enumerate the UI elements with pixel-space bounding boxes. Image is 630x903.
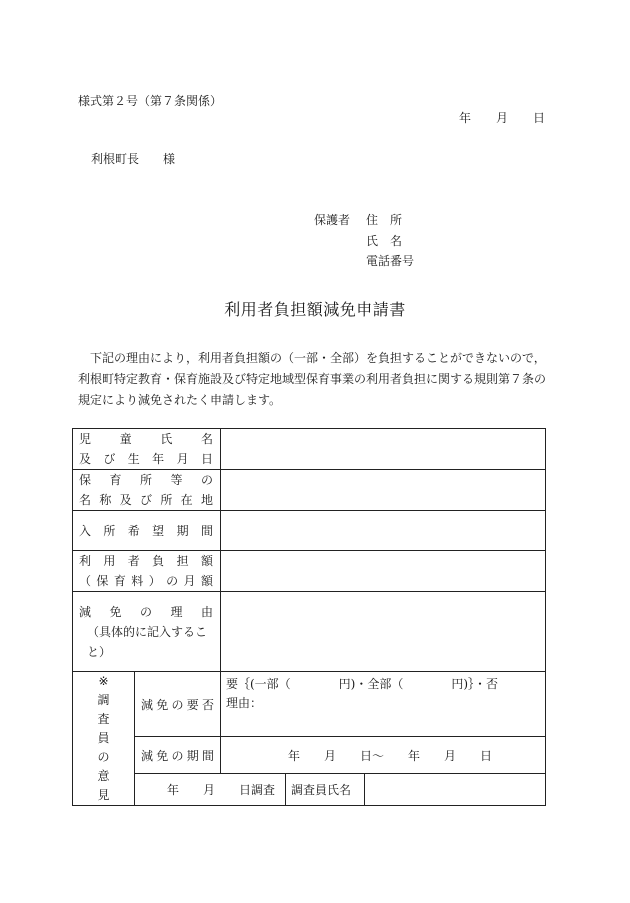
necessity-reason-label: 理由： — [226, 696, 263, 710]
surveyor-opinion-label — [73, 672, 135, 806]
label-char: 生 — [127, 452, 140, 466]
label-char: 者 — [127, 554, 140, 568]
applicant-role-label: 保護者 — [314, 213, 351, 227]
vertical-label-char: 見 — [97, 788, 110, 802]
label-char: の — [171, 748, 184, 763]
addressee: 利根町長 様 — [91, 152, 176, 166]
label-char: 地 — [200, 493, 213, 507]
necessity-label — [135, 672, 221, 737]
label-char: 児 — [79, 432, 92, 446]
table-row — [73, 470, 546, 511]
label-char: 希 — [127, 523, 140, 538]
reduction-period-label — [135, 737, 221, 773]
address-label: 住 所 — [366, 213, 403, 227]
label-char: 期 — [186, 748, 199, 763]
vertical-label-char: 意 — [97, 769, 110, 783]
label-char: 利 — [79, 554, 92, 568]
application-form-table — [72, 428, 546, 806]
label-char: 所 — [139, 473, 152, 487]
vertical-label-char: 査 — [97, 712, 110, 726]
label-char: の — [171, 697, 184, 712]
label-char: 育 — [113, 574, 126, 588]
label-char: 減 — [141, 697, 154, 712]
vertical-label-char: 調 — [97, 693, 110, 707]
label-char: 氏 — [160, 432, 173, 446]
label-char: 育 — [109, 473, 122, 487]
admission-period-field[interactable] — [221, 511, 546, 551]
label-char: 日 — [200, 452, 213, 466]
label-char: 及 — [79, 452, 92, 466]
label-char: 名 — [79, 493, 92, 507]
reduction-reason-label — [73, 592, 221, 672]
request-line-2: 利根町特定教育・保育施設及び特定地域型保育事業の利用者負担に関する規則第７条の — [78, 372, 547, 386]
surveyor-name-label: 調査員氏名 — [291, 782, 352, 797]
name-label: 氏 名 — [366, 234, 403, 248]
label-char: 要 — [186, 697, 199, 712]
document-title: 利用者負担額減免申請書 — [224, 300, 406, 319]
label-char: 額 — [200, 554, 213, 568]
facility-name-address-label — [73, 470, 221, 511]
reduction-reason-field[interactable] — [221, 592, 546, 672]
label-char: ） — [148, 574, 161, 588]
label-char: 称 — [99, 493, 112, 507]
label-char: 期 — [176, 523, 189, 538]
label-char: 負 — [152, 554, 165, 568]
label-char: 由 — [200, 604, 213, 619]
label-char: 減 — [79, 604, 92, 619]
label-char: 所 — [160, 493, 173, 507]
label-char: 望 — [152, 523, 165, 538]
label-char: 月 — [183, 574, 196, 588]
label-char: 用 — [103, 554, 116, 568]
label-char: 名 — [200, 432, 213, 446]
label-char: 童 — [119, 432, 132, 446]
reduction-period-value: 年 月 日～ 年 月 日 — [288, 748, 493, 763]
label-char: 理 — [170, 604, 183, 619]
vertical-label-char: の — [97, 750, 110, 764]
label-char: 入 — [79, 523, 92, 538]
label-char: の — [139, 604, 152, 619]
request-line-3: 規定により減免されたく申請します。 — [78, 393, 282, 407]
table-row — [73, 551, 546, 592]
facility-name-address-field[interactable] — [221, 470, 546, 511]
reduction-reason-note: （具体的に記入すること） — [87, 624, 208, 659]
label-char: 所 — [103, 523, 116, 538]
vertical-label-char: 員 — [97, 731, 110, 745]
table-row — [73, 429, 546, 470]
vertical-label-char: ※ — [98, 674, 109, 688]
child-name-birthdate-label — [73, 429, 221, 470]
label-char: 免 — [156, 697, 169, 712]
label-char: 年 — [152, 452, 165, 466]
label-char: び — [103, 452, 116, 466]
form-number: 様式第２号（第７条関係） — [78, 94, 223, 108]
monthly-fee-label — [73, 551, 221, 592]
table-row — [73, 672, 546, 737]
necessity-options: 要｛(一部（ 円)・全部（ 円)｝・否 — [226, 677, 499, 691]
label-char: 減 — [141, 748, 154, 763]
necessity-field[interactable] — [221, 672, 546, 737]
reduction-period-field[interactable] — [221, 737, 546, 773]
label-char: 免 — [109, 604, 122, 619]
request-statement — [78, 348, 553, 411]
table-row — [73, 773, 546, 805]
label-char: 及 — [119, 493, 132, 507]
date-year: 年 — [459, 111, 472, 125]
surveyor-name-field[interactable] — [365, 773, 546, 805]
survey-date-field[interactable] — [135, 773, 286, 805]
child-name-birthdate-field[interactable] — [221, 429, 546, 470]
label-char: 間 — [201, 748, 214, 763]
label-char: の — [166, 574, 179, 588]
date-day: 日 — [533, 111, 546, 125]
label-char: 等 — [170, 473, 183, 487]
survey-date-label: 年 月 日調査 — [166, 782, 275, 797]
table-row — [73, 511, 546, 551]
label-char: 否 — [201, 697, 214, 712]
monthly-fee-field[interactable] — [221, 551, 546, 592]
label-char: 免 — [156, 748, 169, 763]
date-month: 月 — [496, 111, 509, 125]
label-char: 料 — [131, 574, 144, 588]
table-row — [73, 737, 546, 773]
label-char: 担 — [176, 554, 189, 568]
admission-period-label — [73, 511, 221, 551]
label-char: 保 — [79, 473, 92, 487]
label-char: 保 — [96, 574, 109, 588]
phone-label: 電話番号 — [366, 254, 415, 268]
label-char: 在 — [180, 493, 193, 507]
request-line-1: 下記の理由により，利用者負担額の（一部・全部）を負担することができないので， — [78, 351, 546, 365]
label-char: （ — [79, 574, 92, 588]
label-char: の — [200, 473, 213, 487]
label-char: 額 — [200, 574, 213, 588]
surveyor-name-label-cell — [286, 773, 365, 805]
label-char: 間 — [200, 523, 213, 538]
label-char: び — [139, 493, 152, 507]
label-char: 月 — [176, 452, 189, 466]
table-row — [73, 592, 546, 672]
